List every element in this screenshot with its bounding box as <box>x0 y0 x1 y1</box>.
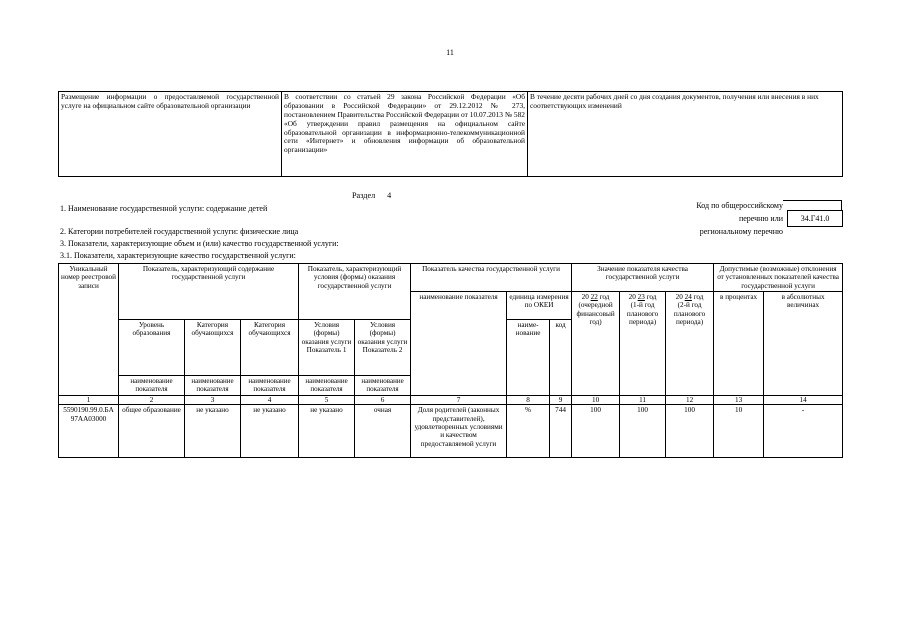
col-number: 10 <box>572 396 620 405</box>
header-deviation-percent: в процентах <box>714 292 764 396</box>
code-box-top-line <box>783 200 842 201</box>
header-year-2: 20 23 год (1-й год планового периода) <box>620 292 666 396</box>
info-placement-table <box>58 91 843 177</box>
quality-indicators-table <box>58 263 843 458</box>
cell-value-year-3: 100 <box>666 405 714 458</box>
col-number: 8 <box>507 396 550 405</box>
header-unique-number: Уникальный номер реестровой записи <box>59 264 119 396</box>
cell-unique-number: 5590190.99.0.БА 97АА03000 <box>59 405 119 458</box>
sub-name-2: наименование показателя <box>119 376 185 396</box>
col-number: 2 <box>119 396 185 405</box>
header-indicator-values: Значение показателя качества государственной услуги <box>572 264 714 292</box>
header-deviation-absolute: в абсолютных величинах <box>764 292 843 396</box>
sub-name-4: наименование показателя <box>241 376 299 396</box>
cell-condition-1: не указано <box>299 405 355 458</box>
cell-unit-name: % <box>507 405 550 458</box>
col-number: 12 <box>666 396 714 405</box>
header-unit-code: код <box>550 320 572 396</box>
indicators-line: 3. Показатели, характеризующие объем и (или) качество государственной услуги: <box>60 239 339 248</box>
header-unit-name: наиме-нование <box>507 320 550 396</box>
header-content-indicator: Показатель, характеризующий содержание государственной услуги <box>119 264 299 320</box>
consumer-category-line: 2. Категории потребителей государственной услуги: физические лица <box>60 227 299 236</box>
section-number: 4 <box>387 191 392 200</box>
sub-condition-2: Условия (формы) оказания услуги Показатель 2 <box>355 320 411 376</box>
sub-name-3: наименование показателя <box>185 376 241 396</box>
code-label-3: региональному перечню <box>699 227 783 236</box>
header-quality-indicator: Показатель качества государственной услуги <box>411 264 572 292</box>
col-number: 14 <box>764 396 843 405</box>
column-numbers-row <box>59 396 843 405</box>
year-2-value: 23 <box>637 293 645 302</box>
header-deviation: Допустимые (возможные) отклонения от установленных показателей качества государственной услуги <box>714 264 843 292</box>
cell-category-1: не указано <box>185 405 241 458</box>
col-number: 9 <box>550 396 572 405</box>
table-row <box>59 92 843 177</box>
year-1-value: 22 <box>590 293 598 302</box>
cell-deviation-absolute: - <box>764 405 843 458</box>
info-placement-basis: В соответствии со статьей 29 закона Российской Федерации «Об образовании в Российской Федерации» от 29.12.2012 № 273, постановлением Правительства Российской Федерации от 10.07.2013 № 582 «Об утверждении правил размещения на официальном сайте образовательной организации в информационно-телекоммуникационной сети «Интернет» и обновления информации об образовательной организации» <box>282 92 528 177</box>
col-number: 3 <box>185 396 241 405</box>
table-row <box>59 405 843 458</box>
col-number: 11 <box>620 396 666 405</box>
header-year-3: 20 24 год (2-й год планового периода) <box>666 292 714 396</box>
sub-level: Уровень образования <box>119 320 185 376</box>
col-number: 7 <box>411 396 507 405</box>
cell-level: общее образование <box>119 405 185 458</box>
cell-deviation-percent: 10 <box>714 405 764 458</box>
col-number: 6 <box>355 396 411 405</box>
year-3-note: (2-й год планового периода) <box>673 301 706 327</box>
col-number: 1 <box>59 396 119 405</box>
cell-unit-code: 744 <box>550 405 572 458</box>
code-label-2: перечню или <box>738 214 783 223</box>
header-year-1: 20 22 год (очередной финансовый год) <box>572 292 620 396</box>
header-conditions-indicator: Показатель, характеризующий условия (формы) оказания государственной услуги <box>299 264 411 320</box>
info-placement-method: Размещение информации о предоставляемой государственной услуге на официальном сайте образовательной организации <box>59 92 282 177</box>
section-title <box>352 191 391 201</box>
header-indicator-name: наименование показателя <box>411 292 507 396</box>
col-number: 5 <box>299 396 355 405</box>
cell-category-2: не указано <box>241 405 299 458</box>
service-name-line: 1. Наименование государственной услуги: содержание детей <box>60 204 268 213</box>
cell-value-year-2: 100 <box>620 405 666 458</box>
sub-name-6: наименование показателя <box>355 376 411 396</box>
year-2-note: (1-й год планового периода) <box>626 301 659 327</box>
header-unit: единица измерения по ОКЕИ <box>507 292 572 320</box>
code-box-side-line <box>841 200 842 210</box>
code-label-1: Код по общероссийскому <box>696 201 783 210</box>
col-number: 4 <box>241 396 299 405</box>
registry-code-box: 34.Г41.0 <box>787 210 843 227</box>
sub-condition-1: Условия (формы) оказания услуги Показатель 1 <box>299 320 355 376</box>
cell-indicator-name: Доля родителей (законных представителей), удовлетворенных условиями и качеством предоставляемой услуги <box>411 405 507 458</box>
cell-condition-2: очная <box>355 405 411 458</box>
sub-category-1: Категория обучающихся <box>185 320 241 376</box>
col-number: 13 <box>714 396 764 405</box>
sub-category-2: Категория обучающихся <box>241 320 299 376</box>
sub-name-5: наименование показателя <box>299 376 355 396</box>
year-3-value: 24 <box>684 293 692 302</box>
cell-value-year-1: 100 <box>572 405 620 458</box>
header-row-1 <box>59 264 843 292</box>
section-label: Раздел <box>352 191 376 200</box>
quality-indicators-line: 3.1. Показатели, характеризующие качество государственной услуги: <box>60 251 296 260</box>
page-number: 11 <box>446 48 454 57</box>
info-placement-frequency: В течение десяти рабочих дней со дня создания документов, получения или внесения в них соответствующих изменений <box>528 92 843 177</box>
year-1-note: (очередной финансовый год) <box>576 301 615 327</box>
